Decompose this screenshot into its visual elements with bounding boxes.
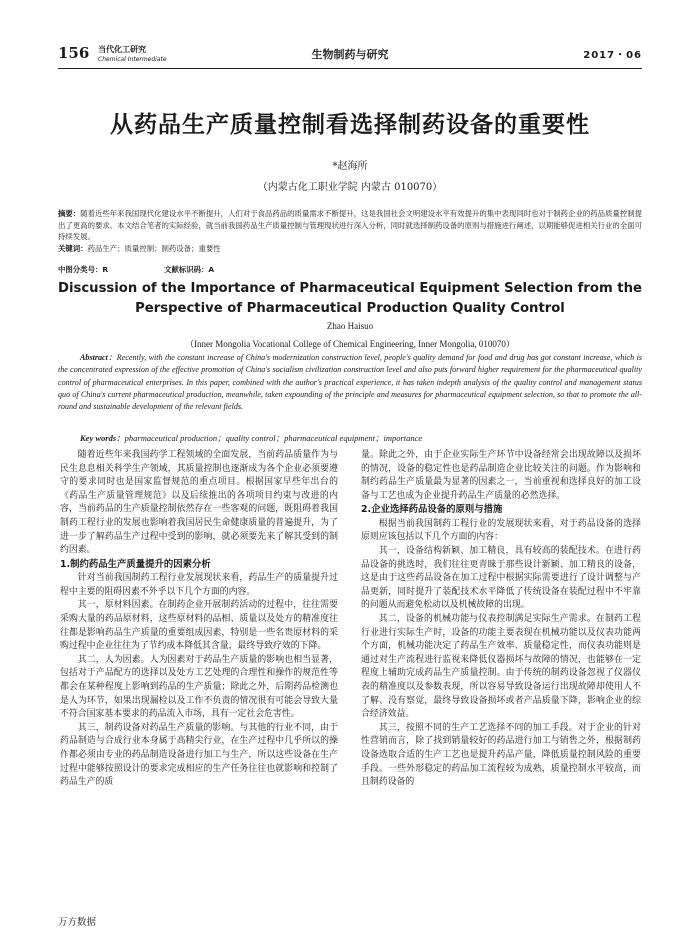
keywords-en [80,432,642,444]
paragraph: 量。除此之外，由于企业实际生产环节中设备经常会出现故障以及损坏的情况，设备的稳定性也是药品制造企业比较关注的问题。作为影响和制约药品生产质量最为显著的因素之一，当前重视和选择良好的加工设备与工艺也成为企业提升药品生产质量的必然选择。 [361,450,641,501]
paragraph: 其三，制药设备对药品生产质量的影响。与其他的行业不同，由于药品制造与合成行业本身属于高精尖行业，在生产过程中几乎所以的操作都必须由专业的药品制造设备进行加工与生产，所以这些设备在生产过程中能够按照设计的要求完成相应的生产任务往往也就影响和控制了药品生产的质 [60,722,338,788]
article-title-cn: 从药品生产质量控制看选择制药设备的重要性 [110,112,590,138]
journal-name-en: Chemical Intermediate [98,56,167,63]
body-column-right [361,449,641,790]
section-title: 生物制药与研究 [311,48,389,61]
abstract-cn-label: 摘要： [58,209,81,218]
abstract-en-label: Abstract： [80,353,117,362]
paragraph: 其三，按照不同的生产工艺选择不同的加工手段。对于企业的针对性营销而言，除了找到销量较好的药品进行加工与销售之外，根据制药设备选取合适的生产工艺也是提升药品产量，降低质量控制风险的重要手段。一些外形稳定的药品加工流程较为成熟，质量控制水平较高，而且制药设备的 [361,722,641,788]
keywords-cn-label: 关键词： [58,243,88,253]
affiliation-en: （Inner Mongolia Vocational College of Chemical Engineering, Inner Mongolia, 010070） [185,339,515,349]
section-heading-2: 2.企业选择药品设备的原则与措施 [361,504,503,516]
clc-label: 中图分类号： [58,265,103,274]
journal-name-cn: 当代化工研究 [98,45,146,54]
affiliation-cn: （内蒙古化工职业学院 内蒙古 010070） [257,182,443,193]
intro-paragraph: 随着近些年来我国药学工程领域的全面发展，当前药品质量作为与民生息息相关科学生产领域，其质量控制也逐渐成为各个企业必须要遵守的要求同时也是国家监督规范的重点项目。根据国家早些年出台的《药品生产质量管理规范》以及后续推出的各项项目约束与改进的内容，当前药品的生产质量控制依然存在一些客观的问题，既阻碍着我国制药工程行业的发展也影响着我国居民生命健康质量的普遍提升，为了进一步了解药品生产过程中受到的影响，就必须要先来了解其受到的制约因素。 [60,450,338,556]
abstract-en-text: Recently, with the constant increase of China's modernization construction level, people's quality demand for food and drug has got constant increase, which is the concentrated expression of the effective promotion of China's socialism civilization construction level and also puts forward higher requirement for the pharmaceutical quality control of pharmaceutical enterprises. In this paper, combined with the author's practical experience, it has taken indepth analysis of the quality control and management status quo of China's current pharmaceutical production, meanwhile, taken expounding of the principle and measures for pharmaceutical equipment selection, so that to promote the all-round and sustainable development of the relevant fields. [58,353,643,412]
paragraph: 其一，原材料因素。在制药企业开展制药活动的过程中，往往需要采购大量的药品原材料，这些原材料的品相、质量以及处方的精准度往往都是影响药品生产质量的重要组成因素，特别是一些名贵原材料的采购过程中企业往往为了节约成本降低其含量，最终导致疗效的下降。 [60,600,338,652]
paragraph: 其二，设备的机械功能与仪表控制满足实际生产需求。在制药工程行业进行实际生产时，设备的功能主要表现在机械功能以及仪表功能两个方面，机械功能决定了药品生产效率、质量稳定性，而仪表功能则是通过对生产流程进行监视来降低仪器损坏与故障的情况，也能够在一定程度上辅助完成药品生产质量控制。由于传统的制药设备忽视了仪器仪表的精准度以及参数表现，所以容易导致设备运行出现故障却使用人不了解、没有察觉，最终导致设备损坏或者产品质量下降，影响企业的综合经济效益。 [361,614,641,720]
section-heading-1: 1.制约药品生产质量提升的因素分析 [60,558,211,570]
paragraph: 其二，人为因素。人为因素对于药品生产质量的影响也相当显著，包括对于产品配方的选择以及处方工艺处理的合理性和操作的规范性等都会在某种程度上影响到药品的生产质量；除此之外，后期药品检测也是人为环节，如果出现漏检以及工作不负责的情况很有可能会导致大量不符合国家基本要求的药品流入市场，具有一定社会危害性。 [60,654,338,720]
author-cn: *赵海所 [332,161,368,172]
header-rule [58,68,642,69]
author-en: Zhao Haisuo [326,321,374,331]
paragraph: 其一，设备结构新颖、加工精良，具有较高的装配技术。在进行药品设备的挑选时，我们往往更青睐于那些设计新颖、加工精良的设备，这是由于这些药品设备在加工过程中根据实际需要进行了设计调整与产品更新，同时提升了装配技术水平降低了传统设备在装配过程中不牢靠的问题从而避免松动以及机械故障的出现。 [361,546,641,611]
footer-source: 万方数据 [58,917,97,928]
paragraph: 针对当前我国制药工程行业发展现状来看，药品生产的质量提升过程中主要的阻碍因素不外乎以下几个方面的内容。 [60,573,338,597]
keywords-cn-text: 药品生产；质量控制；制药设备；重要性 [87,243,221,253]
body-column-left [60,449,338,790]
doc-code-label: 文献标识码： [164,265,209,274]
abstract-cn-text: 随着近些年来我国现代化建设水平不断提升，人们对于食品药品的质量需求不断提升，这是我国社会文明建设水平有效提升的集中表现同时也对于制药企业的药品质量控制提出了更高的要求。本文结合笔者的实际经验，就当前我国药品生产质量控制与管理现状进行深入分析，同时就选择制药设备的原则与措施进行阐述，以期能够促进相关行业的全面可持续发展。 [58,209,642,241]
issue-label: 2017・06 [583,50,642,61]
doc-code-value: A [208,265,215,274]
keywords-en-text: pharmaceutical production；quality control；pharmaceutical equipment；importance [124,433,423,443]
clc-value: R [102,265,109,274]
paragraph: 根据当前我国制药工程行业的发展现状来看，对于药品设备的选择原则应该包括以下几个方面的内容： [361,518,641,543]
keywords-en-label: Key words： [80,433,125,443]
classification-line [58,264,214,275]
article-title-en: Discussion of the Importance of Pharmaceutical Equipment Selection from the Perspective of Pharmaceutical Production Quality Control [58,281,642,316]
page-number: 156 [58,44,90,62]
abstract-en [58,352,642,413]
abstract-cn [58,208,642,254]
